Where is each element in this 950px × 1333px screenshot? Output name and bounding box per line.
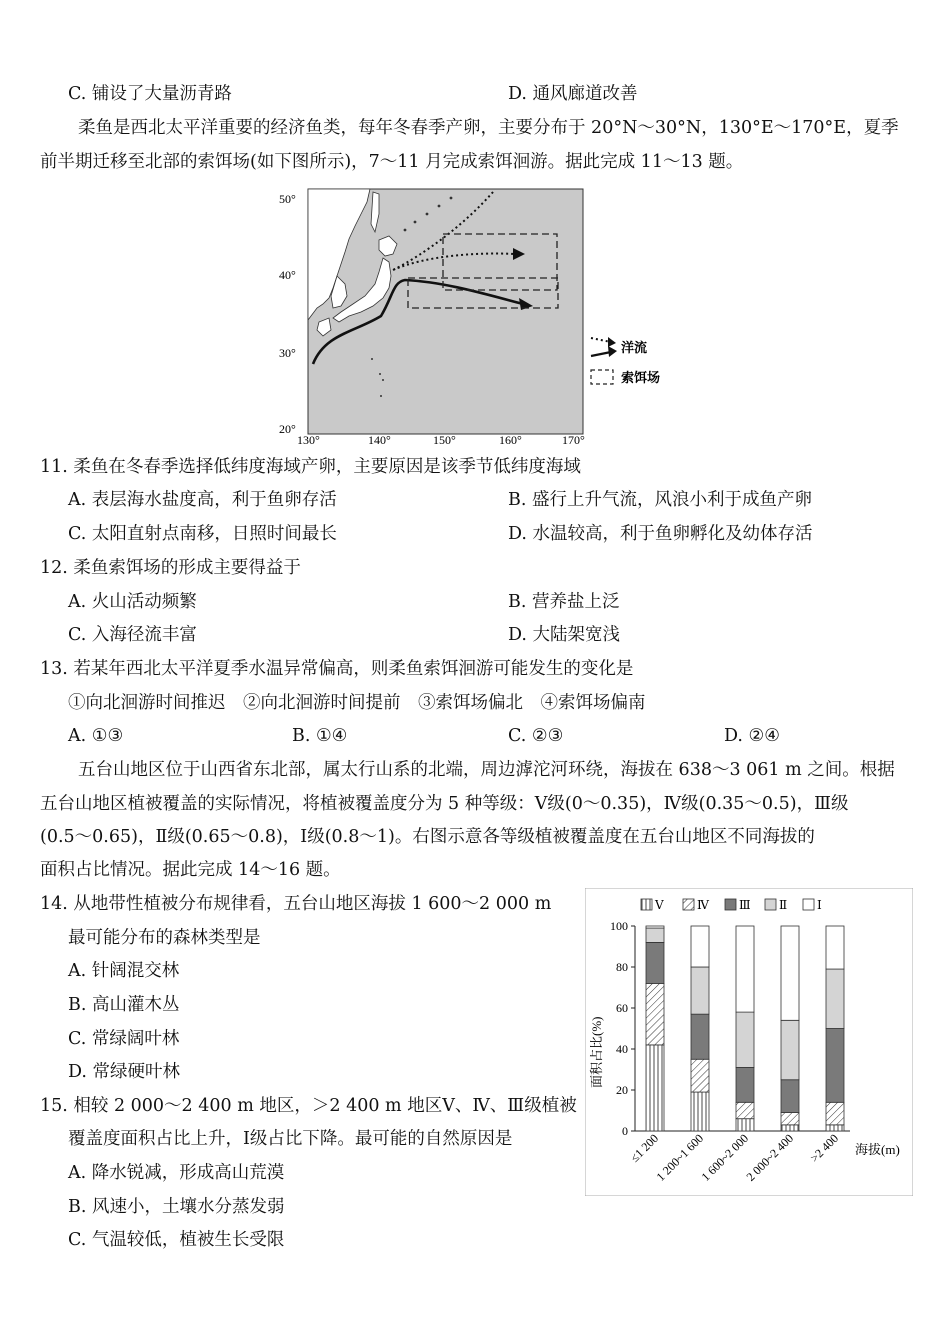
legend-ground-label: 索饵场 — [621, 370, 661, 385]
chart-y-axis-label: 面积占比(%) — [589, 1016, 604, 1088]
q12-option-b: B. 营养盐上泛 — [508, 592, 620, 612]
q14-option-d: D. 常绿硬叶林 — [68, 1062, 181, 1082]
lon-label: 140° — [368, 433, 391, 446]
q14-option-b: B. 高山灌木丛 — [68, 995, 180, 1015]
vegetation-coverage-chart — [585, 888, 913, 1196]
legend-swatch — [725, 899, 736, 910]
q14-stem-2: 最可能分布的森林类型是 — [68, 928, 261, 948]
q11-option-b: B. 盛行上升气流，风浪小利于成鱼产卵 — [508, 490, 812, 510]
q12-option-c: C. 入海径流丰富 — [68, 625, 197, 645]
bar-segment — [826, 1029, 844, 1103]
legend-swatch — [641, 899, 652, 910]
bar-segment — [646, 928, 664, 942]
bar-segment — [646, 942, 664, 983]
q14-stem-1: 14. 从地带性植被分布规律看，五台山地区海拔 1 600～2 000 m — [40, 894, 552, 914]
lon-label: 130° — [297, 433, 320, 446]
legend-label: Ⅴ — [655, 898, 664, 912]
legend-label: Ⅲ — [739, 898, 751, 912]
q12-option-d: D. 大陆架宽浅 — [508, 625, 621, 645]
lat-label: 50° — [279, 192, 296, 206]
q13-option-a: A. ①③ — [68, 726, 124, 746]
q15-stem-1: 15. 相较 2 000～2 400 m 地区，＞2 400 m 地区Ⅴ、Ⅳ、Ⅲ级植被 — [40, 1096, 577, 1116]
lat-label: 40° — [279, 268, 296, 282]
y-tick-label: 40 — [616, 1042, 628, 1056]
legend-current-label: 洋流 — [621, 340, 648, 355]
q12-stem: 12. 柔鱼索饵场的形成主要得益于 — [40, 558, 301, 578]
q14-option-c: C. 常绿阔叶林 — [68, 1029, 180, 1049]
wutai-intro-line-4: 面积占比情况。据此完成 14～16 题。 — [40, 860, 341, 880]
q15-stem-2: 覆盖度面积占比上升，Ⅰ级占比下降。最可能的自然原因是 — [68, 1129, 513, 1149]
bar-segment — [646, 983, 664, 1045]
x-tick-label: >2 400 — [807, 1131, 842, 1166]
q11-option-a: A. 表层海水盐度高，利于鱼卵存活 — [68, 490, 337, 510]
fish-intro-line-2: 前半期迁移至北部的索饵场(如下图所示)，7～11 月完成索饵洄游。据此完成 11～13 题。 — [40, 152, 744, 172]
wutai-intro-line-3: (0.5～0.65)，Ⅱ级(0.65～0.8)，Ⅰ级(0.8～1)。右图示意各等级植被覆盖度在五台山地区不同海拔的 — [40, 827, 815, 847]
y-tick-label: 0 — [622, 1124, 628, 1138]
y-tick-label: 20 — [616, 1083, 628, 1097]
legend-label: Ⅱ — [779, 898, 788, 912]
legend-swatch — [683, 899, 694, 910]
q13-option-d: D. ②④ — [724, 726, 780, 746]
x-tick-label: 1 600~2 000 — [698, 1131, 752, 1184]
lat-label: 30° — [279, 346, 296, 360]
q13-items: ①向北洄游时间推迟 ②向北洄游时间提前 ③索饵场偏北 ④索饵场偏南 — [68, 693, 646, 713]
q12-option-a: A. 火山活动频繁 — [68, 592, 197, 612]
legend-label: Ⅰ — [817, 898, 822, 912]
bar-segment — [781, 1113, 799, 1125]
x-tick-label: 1 200~1 600 — [653, 1131, 707, 1184]
q13-option-c: C. ②③ — [508, 726, 564, 746]
x-tick-label: 2 000~2 400 — [743, 1131, 797, 1184]
q11-option-d: D. 水温较高，利于鱼卵孵化及幼体存活 — [508, 524, 813, 544]
q15-option-b: B. 风速小，土壤水分蒸发弱 — [68, 1197, 285, 1217]
x-tick-label: ≤1 200 — [627, 1131, 662, 1165]
bar-segment — [826, 969, 844, 1028]
bar-segment — [646, 926, 664, 928]
bar-segment — [691, 1059, 709, 1092]
q10-option-d: D. 通风廊道改善 — [508, 84, 638, 104]
bar-segment — [736, 1119, 754, 1131]
bar-segment — [781, 1020, 799, 1079]
bar-segment — [736, 1012, 754, 1067]
q13-stem: 13. 若某年西北太平洋夏季水温异常偏高，则柔鱼索饵洄游可能发生的变化是 — [40, 659, 634, 679]
q14-option-a: A. 针阔混交林 — [68, 961, 180, 981]
legend-label: Ⅳ — [697, 898, 709, 912]
q13-option-b: B. ①④ — [292, 726, 348, 746]
bar-segment — [691, 1014, 709, 1059]
bar-segment — [781, 1080, 799, 1113]
bar-segment — [691, 1092, 709, 1131]
lat-label: 20° — [279, 422, 296, 436]
q11-stem: 11. 柔鱼在冬春季选择低纬度海域产卵，主要原因是该季节低纬度海域 — [40, 457, 581, 477]
bar-segment — [736, 1067, 754, 1102]
y-tick-label: 60 — [616, 1001, 628, 1015]
bar-segment — [691, 967, 709, 1014]
q10-option-c: C. 铺设了大量沥青路 — [68, 84, 232, 104]
bar-segment — [781, 1125, 799, 1131]
bar-segment — [736, 1102, 754, 1118]
bar-segment — [691, 926, 709, 967]
bar-segment — [826, 1102, 844, 1125]
bar-segment — [826, 926, 844, 969]
fish-intro-line-1: 柔鱼是西北太平洋重要的经济鱼类，每年冬春季产卵，主要分布于 20°N～30°N，130°E～170°E，夏季 — [78, 118, 899, 138]
q15-option-c: C. 气温较低，植被生长受限 — [68, 1230, 285, 1250]
bar-segment — [781, 926, 799, 1020]
y-tick-label: 80 — [616, 960, 628, 974]
q15-option-a: A. 降水锐减，形成高山荒漠 — [68, 1163, 285, 1183]
bar-segment — [646, 1045, 664, 1131]
bar-segment — [736, 926, 754, 1012]
lon-label: 170° — [562, 433, 585, 446]
lon-label: 160° — [499, 433, 522, 446]
legend-swatch — [803, 899, 814, 910]
wutai-intro-line-2: 五台山地区植被覆盖的实际情况，将植被覆盖度分为 5 种等级：Ⅴ级(0～0.35)，Ⅳ级(0.35～0.5)，Ⅲ级 — [40, 794, 849, 814]
y-tick-label: 100 — [610, 919, 628, 933]
bar-segment — [826, 1125, 844, 1131]
legend-swatch — [765, 899, 776, 910]
lon-label: 150° — [433, 433, 456, 446]
chart-x-axis-label: 海拔(m) — [855, 1142, 900, 1157]
wutai-intro-line-1: 五台山地区位于山西省东北部，属太行山系的北端，周边滹沱河环绕，海拔在 638～3 061 m 之间。根据 — [78, 760, 895, 780]
q11-option-c: C. 太阳直射点南移，日照时间最长 — [68, 524, 337, 544]
ocean-current-map — [275, 184, 675, 446]
